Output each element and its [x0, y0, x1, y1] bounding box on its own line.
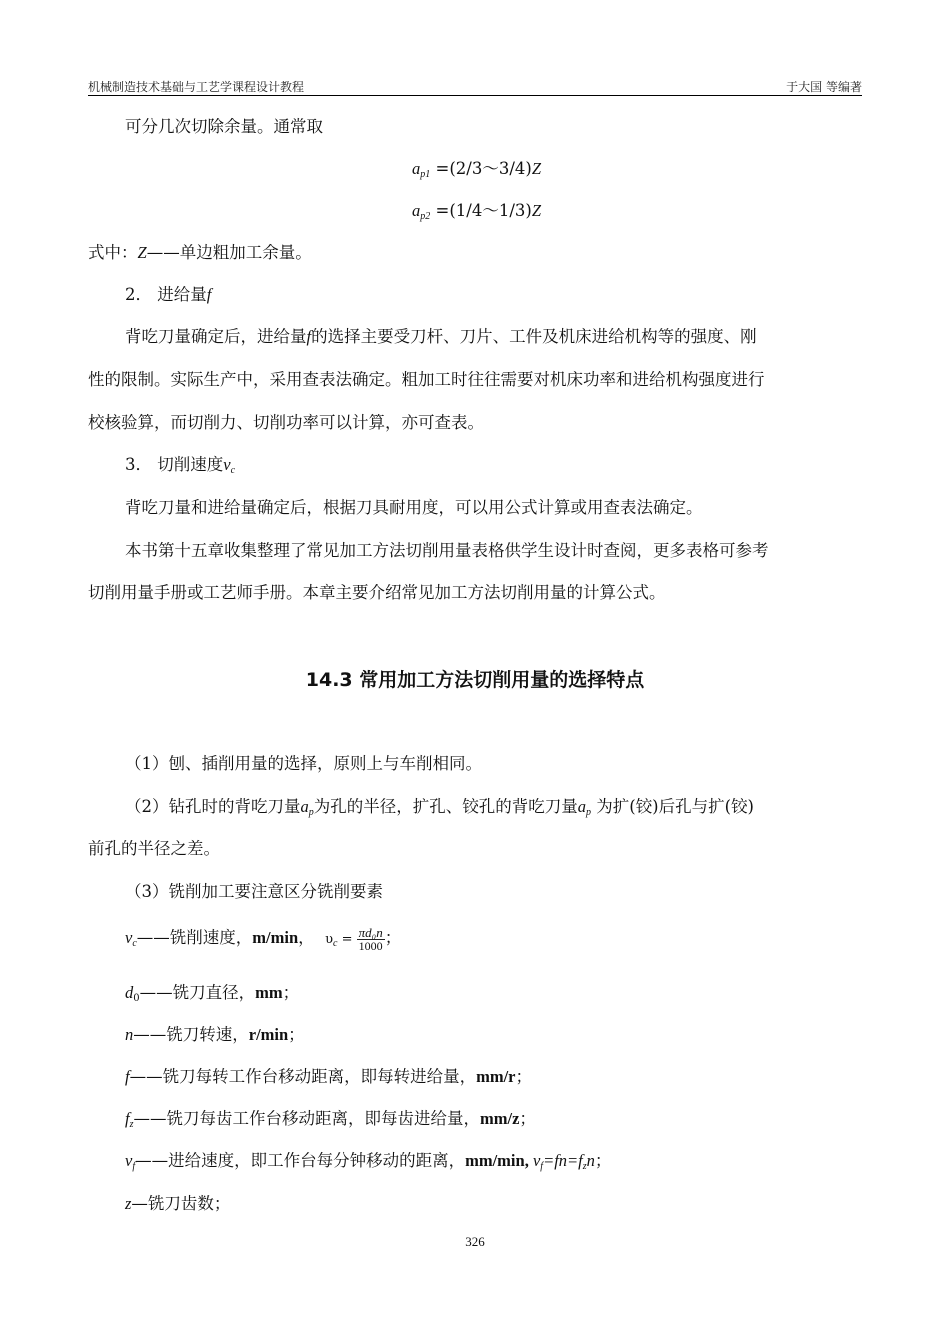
text-line: 本书第十五章收集整理了常见加工方法切削用量表格供学生设计时查阅，更多表格可参考 — [125, 541, 769, 560]
text-line: 校核验算，而切削力、切削功率可以计算，亦可查表。 — [88, 413, 484, 432]
fraction: $\frac{\text{πd₀n}}{1000}$ — [358, 925, 383, 953]
header-book-title: 机械制造技术基础与工艺学课程设计教程 — [88, 80, 305, 94]
definition-z: z—铣刀齿数； — [125, 1194, 231, 1213]
subheading-feed: 2． 进给量f — [125, 285, 212, 304]
definition-f: f——铣刀每转工作台移动距离，即每转进给量，mm/r； — [125, 1067, 532, 1086]
equation-ap1: $a_{p1}$ =(2/3～3/4)Z — [412, 159, 541, 180]
text-line: 可分几次切除余量。通常取 — [125, 117, 323, 136]
list-item: （2）钻孔时的背吃刀量$a_p$为孔的半径，扩孔、铰孔的背吃刀量$a_p$ 为扩(铰)后孔与扩(铰) — [125, 797, 754, 818]
running-header — [88, 78, 862, 96]
equation-ap2: $a_{p2}$ =(1/4～1/3)Z — [412, 201, 541, 222]
definition-vc: $v_c——$铣削速度，m/min， $\upsilon_c$ = $\frac{\text{πd₀n}}{1000}$ ； — [125, 925, 402, 953]
definition-d0: $d_0——$铣刀直径，mm； — [125, 983, 300, 1004]
definition-vf: $v_f——$进给速度，即工作台每分钟移动的距离，mm/min, $v_f=fn=f_zn$； — [125, 1151, 612, 1172]
text-line: 切削用量手册或工艺师手册。本章主要介绍常见加工方法切削用量的计算公式。 — [88, 583, 666, 602]
list-item: （1）刨、插削用量的选择，原则上与车削相同。 — [125, 754, 482, 773]
definition-fz: $f_z——$铣刀每齿工作台移动距离，即每齿进给量，mm/z； — [125, 1109, 536, 1130]
text-line: 背吃刀量和进给量确定后，根据刀具耐用度，可以用公式计算或用查表法确定。 — [125, 498, 703, 517]
list-item: （3）铣削加工要注意区分铣削要素 — [125, 882, 383, 901]
text-line: 前孔的半径之差。 — [88, 839, 220, 858]
page-number: 326 — [465, 1234, 485, 1249]
section-title: 14.3 常用加工方法切削用量的选择特点 — [305, 669, 645, 691]
text-line: 式中：Z——单边粗加工余量。 — [88, 243, 312, 262]
text-line: 性的限制。实际生产中，采用查表法确定。粗加工时往往需要对机床功率和进给机构强度进行 — [88, 370, 765, 389]
header-authors: 于大国 等编著 — [786, 80, 862, 94]
cutting-speed-formula: $\upsilon_c$ = $\frac{\text{πd₀n}}{1000}$ — [325, 925, 383, 953]
subheading-speed: 3． 切削速度$v_c$ — [125, 455, 236, 476]
definition-n: n——铣刀转速，r/min； — [125, 1025, 305, 1044]
text-line: 背吃刀量确定后，进给量f的选择主要受刀杆、刀片、工件及机床进给机构等的强度、刚 — [125, 327, 757, 346]
